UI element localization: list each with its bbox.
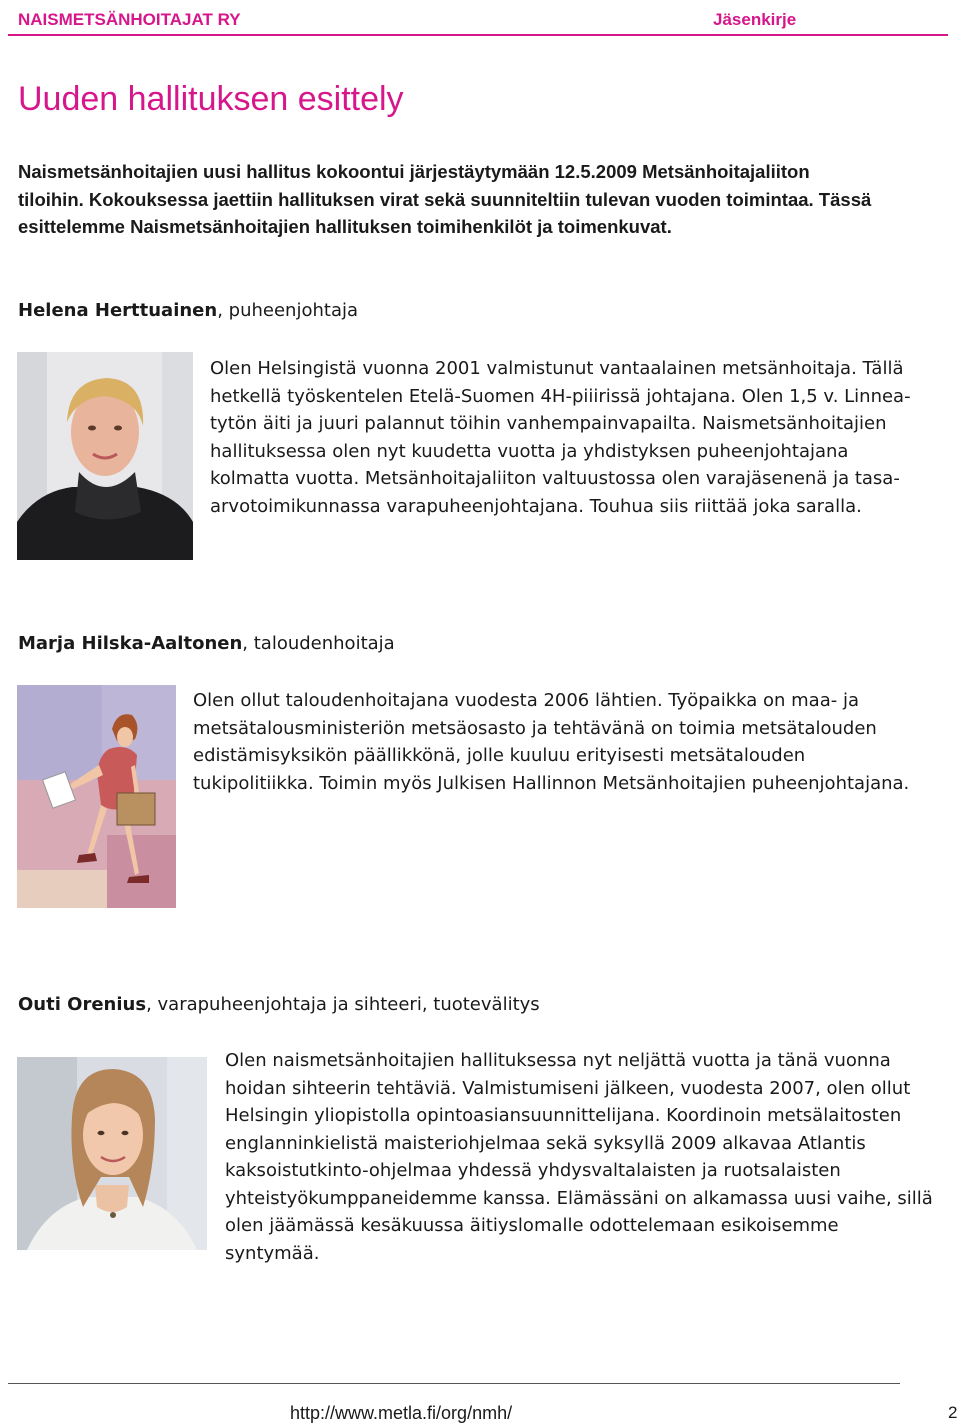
intro-line: tiloihin. Kokouksessa jaettiin hallituksen virat sekä suunniteltiin tulevan vuoden toimintaa. Tässä — [18, 188, 872, 210]
person-name: Marja Hilska-Aaltonen — [18, 633, 243, 654]
bio-line: Olen naismetsänhoitajien hallituksessa nyt neljättä vuotta ja tänä vuonna — [225, 1050, 891, 1071]
bio-line: metsätalousministeriön metsäosasto ja tehtävänä on toimia metsätalouden — [193, 717, 877, 739]
person-bio — [210, 355, 940, 520]
bio-line: edistämisyksikön päällikkönä, jolle kuuluu erityisesti metsätalouden — [193, 745, 806, 766]
person-role: , puheenjohtaja — [217, 300, 359, 321]
bio-line: tytön äiti ja juuri palannut töihin vanhempainvapailta. Naismetsänhoitajien — [210, 413, 887, 434]
intro-paragraph — [18, 158, 938, 241]
document-kind: Jäsenkirje — [713, 10, 797, 29]
portrait-photo — [17, 352, 193, 560]
bio-line: hetkellä työskentelen Etelä-Suomen 4H-piiirissä johtajana. Olen 1,5 v. Linnea- — [210, 385, 911, 407]
bio-line: yhteistyökumppaneidemme kanssa. Elämässäni on alkamassa uusi vaihe, sillä — [225, 1187, 933, 1209]
bio-line: kaksoistutkinto-ohjelmaa yhdessä yhdysvaltalaisten ja ruotsalaisten — [225, 1160, 841, 1181]
organization-name: NAISMETSÄNHOITAJAT RY — [18, 10, 241, 29]
person-name: Outi Orenius — [18, 994, 147, 1015]
page-title: Uuden hallituksen esittely — [18, 80, 404, 118]
page-number: 2 — [948, 1403, 958, 1422]
bio-line: Helsingin yliopistolla opintoasiansuunnittelijana. Koordinoin metsälaitosten — [225, 1105, 902, 1126]
businesswoman-illustration-icon — [17, 685, 176, 908]
bio-line: hoidan sihteerin tehtäviä. Valmistumiseni jälkeen, vuodesta 2007, olen ollut — [225, 1077, 911, 1099]
portrait-photo — [17, 1057, 207, 1250]
person-bio — [193, 687, 943, 797]
person-role: , taloudenhoitaja — [242, 633, 395, 654]
businesswoman-illustration — [17, 685, 176, 908]
bio-line: syntymää. — [225, 1242, 320, 1264]
intro-line: esittelemme Naismetsänhoitajien hallituksen toimihenkilöt ja toimenkuvat. — [18, 216, 672, 237]
person-heading — [18, 298, 358, 324]
intro-line: Naismetsänhoitajien uusi hallitus kokoontui järjestäytymään 12.5.2009 Metsänhoitajaliiton — [18, 161, 810, 182]
page-header — [8, 4, 948, 36]
bio-line: arvotoimikunnassa varapuheenjohtajana. Touhua siis riittää joka saralla. — [210, 495, 862, 517]
person-heading — [18, 992, 540, 1018]
portrait-photo-icon — [17, 1057, 207, 1250]
bio-line: kolmatta vuotta. Metsänhoitajaliiton valtuustossa olen varajäsenenä ja tasa- — [210, 468, 900, 489]
footer-divider — [8, 1383, 900, 1384]
bio-line: olen jäämässä kesäkuussa äitiyslomalle odottelemaan esikoisemme — [225, 1215, 839, 1236]
person-name: Helena Herttuainen — [18, 300, 218, 321]
bio-line: englanninkielistä maisteriohjelmaa sekä syksyllä 2009 alkavaa Atlantis — [225, 1132, 866, 1154]
bio-line: tukipolitiikka. Toimin myös Julkisen Hallinnon Metsänhoitajien puheenjohtajana. — [193, 772, 910, 794]
bio-line: Olen ollut taloudenhoitajana vuodesta 2006 lähtien. Työpaikka on maa- ja — [193, 690, 859, 711]
bio-line: Olen Helsingistä vuonna 2001 valmistunut vantaalainen metsänhoitaja. Tällä — [210, 358, 904, 379]
bio-line: hallituksessa olen nyt kuudetta vuotta ja yhdistyksen puheenjohtajana — [210, 440, 849, 462]
person-heading — [18, 631, 395, 657]
portrait-photo-icon — [17, 352, 193, 560]
person-bio — [225, 1047, 945, 1267]
footer-url-link[interactable]: http://www.metla.fi/org/nmh/ — [290, 1403, 513, 1423]
person-role: , varapuheenjohtaja ja sihteeri, tuotevälitys — [146, 994, 540, 1015]
